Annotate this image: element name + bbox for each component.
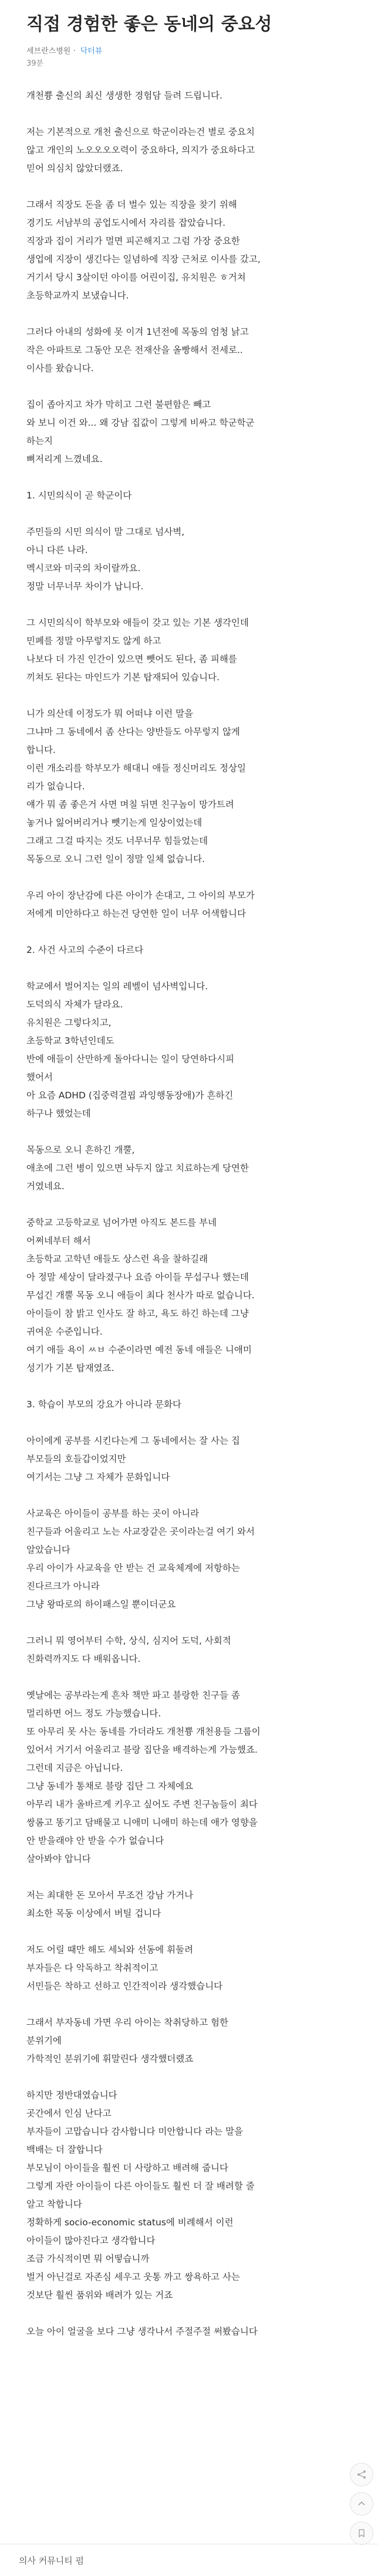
body-paragraph: 그래서 직장도 돈을 좀 더 벌수 있는 직장을 찾기 위해 경기도 서남부의 공업도시에서 자리를 잡았습니다. 직장과 집이 거리가 멀면 피곤해지고 그럼 가장 중요한 생업에 지장이 생긴다는 일념하에 직장 근처로 이사를 갔고, 거기서 당시 3살이던 아이를 어린이집, 유치원은 ㅎ거쳐 초등학교까지 보냈습니다. [26, 199, 261, 301]
floating-actions [350, 2463, 373, 2551]
post-author-line [26, 46, 352, 57]
body-paragraph: 니가 의산데 이정도가 뭐 어떠냐 이런 말을 그냐마 그 동네에서 좀 산다는 양반들도 아무렇지 않게 합니다. 이런 개소리를 학부모가 해대니 애들 정신머리도 정상일 리가 없습니다. 얘가 뭐 좀 좋은거 사면 며칠 뒤면 친구놈이 망가트려 놓거나 잃어버리거나 뺏기는게 일상이었는데 그래고 그걸 따지는 것도 너무너무 힘들었는데 목동으로 오니 그런 일이 정말 일체 없습니다. [26, 708, 246, 864]
body-paragraph: 우리 아이 장난감에 다른 아이가 손대고, 그 아이의 부모가 저에게 미안하다고 하는건 당연한 일이 너무 어색합니다 [26, 890, 255, 919]
body-paragraph: 그 시민의식이 학부모와 애들이 갖고 있는 기본 생각인데 민폐를 정말 아무렇지도 않게 하고 나보다 더 가진 인간이 있으면 뺏어도 된다, 좀 피해를 끼쳐도 된다는 마인드가 기본 탑재되어 있습니다. [26, 617, 249, 683]
post-title: 직접 경험한 좋은 동네의 중요성 [26, 14, 272, 35]
body-paragraph: 옛날에는 공부라는게 흔차 책만 파고 블랑한 친구들 좀 멀리하면 어느 정도 가능했습니다. 또 아무리 못 사는 동네를 가더라도 개천쁑 개천용들 그룹이 있어서 거기서 어울리고 블랑 집단을 배격하는게 가능했죠. 그런데 지금은 아닙니다. 그냥 동네가 통채로 블랑 집단 그 자체에요 아무리 내가 올바르게 키우고 싶어도 주변 친구놈들이 최다 쌍롬고 똥기고 담배물고 니애미 니애미 하는데 애가 영향을 안 받을래야 안 받을 수가 없습니다 살아봐야 압니다 [26, 1690, 261, 1864]
page-footer [0, 2544, 378, 2576]
bookmark-icon[interactable] [350, 2521, 373, 2545]
body-paragraph: 하지만 정반대였습니다 곳간에서 인심 난다고 부자들이 고맙습니다 감사합니다 미안합니다 라는 말을 백배는 더 잘합니다 부모님이 아이들을 훨씬 더 사랑하고 배려해 줍니다 그렇게 자란 아이들이 다른 아이들도 훨씬 더 잘 배려할 줄 알고 착합니다 정확하게 socio-economic status에 비례해서 이런 아이들이 많아진다고 생각합니다 조금 가식적이면 뭐 어떻습니까 벌거 아닌걸로 자존심 세우고 웃통 까고 쌍욕하고 사는 것보단 훨씬 품위와 배려가 있는 거죠 [26, 2090, 255, 2300]
arrow-up-icon[interactable] [350, 2492, 373, 2516]
post-time: 39분 [26, 59, 44, 68]
body-paragraph: 저는 최대한 돈 모아서 무조건 강남 가거나 최소한 목동 이상에서 버틸 겁니다 [26, 1890, 194, 1919]
post-author[interactable]: 세브란스병원 · [26, 47, 78, 56]
body-paragraph: 집이 좁아지고 차가 막히고 그런 불편함은 빼고 와 보니 이건 와... 왜 강남 집값이 그렇게 비싸고 학군학군 하는지 뼈저리게 느꼈네요. [26, 399, 255, 464]
body-paragraph: 저도 어릴 때만 해도 세뇌와 선동에 휘둘려 부자들은 다 악독하고 착취적이고 서민들은 착하고 선하고 인간적이라 생각했습니다 [26, 1944, 223, 1991]
body-paragraph: 사교육은 아이들이 공부를 하는 곳이 아니라 친구들과 어울리고 노는 사교장같은 곳이라는걸 여기 와서 알았습니다 우리 아이가 사교육을 안 받는 건 교육체계에 저항하는 진다르크가 아니라 그냥 왕따로의 하이패스일 뿐이더군요 [26, 1508, 255, 1610]
body-paragraph: 오늘 아이 얼굴을 보다 그냥 생각나서 주절주절 써봤습니다 [26, 2326, 258, 2337]
body-paragraph: 개천쁑 출신의 최신 생생한 경험담 들려 드립니다. [26, 90, 222, 101]
body-paragraph: 중학교 고등학교로 넘어가면 아직도 본드를 부네 어쩌네부터 해서 초등학교 고학년 애들도 상스런 욕을 찰하길래 아 정말 세상이 달라졌구나 요즘 아이들 무섭구나 했는데 무섭긴 개뿔 목동 오니 애들이 최다 천사가 따로 없습니다. 아이들이 참 밝고 인사도 잘 하고, 욕도 하긴 하는데 그냥 귀여운 수준입니다. 여기 애들 욕이 ㅆㅂ 수준이라면 예전 동네 애들은 니애미 성기가 기본 탑재였죠. [26, 1217, 255, 1373]
body-paragraph: 목동으로 오니 흔하긴 개뿔, 애초에 그런 병이 있으면 놔두지 않고 치료하는게 당연한 거였네요. [26, 1145, 249, 1192]
body-paragraph: 저는 기본적으로 개천 출신으로 학군이라는건 별로 중요치 않고 개인의 노오오오오력이 중요하다, 의지가 중요하다고 믿어 의심치 않았더랬죠. [26, 127, 255, 174]
section-heading: 3. 학습이 부모의 강요가 아니라 문화다 [26, 1399, 182, 1410]
section-heading: 2. 사건 사고의 수준이 다르다 [26, 945, 144, 955]
share-icon[interactable] [350, 2463, 373, 2486]
body-paragraph: 주민들의 시민 의식이 말 그대로 넘사벽, 아니 다른 나라. 멕시코와 미국의 차이랄까요. 정말 너무너무 차이가 납니다. [26, 527, 185, 592]
body-paragraph: 그러다 아내의 성화에 못 이겨 1년전에 목동의 엄청 낡고 작은 아파트로 그동안 모은 전재산을 올빵해서 전세로.. 이사를 왔습니다. [26, 327, 249, 374]
body-paragraph: 그래서 부자동네 가면 우리 아이는 착취당하고 험한 분위기에 가학적인 분위기에 휘말린다 생각했더랬죠 [26, 2017, 228, 2064]
section-heading: 1. 시민의식이 곧 학군이다 [26, 490, 132, 501]
body-paragraph: 아이에게 공부를 시킨다는게 그 동네에서는 잘 사는 집 부모들의 호들갑이었지만 여기서는 그냥 그 자체가 문화입니다 [26, 1435, 240, 1482]
body-paragraph: 학교에서 벌어지는 일의 레벨이 넘사벽입니다. 도덕의식 자체가 달라요. 유치원은 그렇다치고, 초등학교 3학년인데도 반에 애들이 산만하게 돌아다니는 일이 당연하다시피 했어서 아 요즘 ADHD (집중력결핍 과잉행동장애)가 흔하긴 하구나 했었는데 [26, 981, 235, 1119]
footer-source-label: 의사 커뮤니티 펌 [19, 2555, 84, 2566]
verified-badge: 닥터뷰 [80, 47, 103, 56]
body-paragraph: 그러니 뭐 영어부터 수학, 상식, 심지어 도덕, 사회적 친화력까지도 다 배워옵니다. [26, 1635, 231, 1664]
post-body [26, 87, 352, 2341]
